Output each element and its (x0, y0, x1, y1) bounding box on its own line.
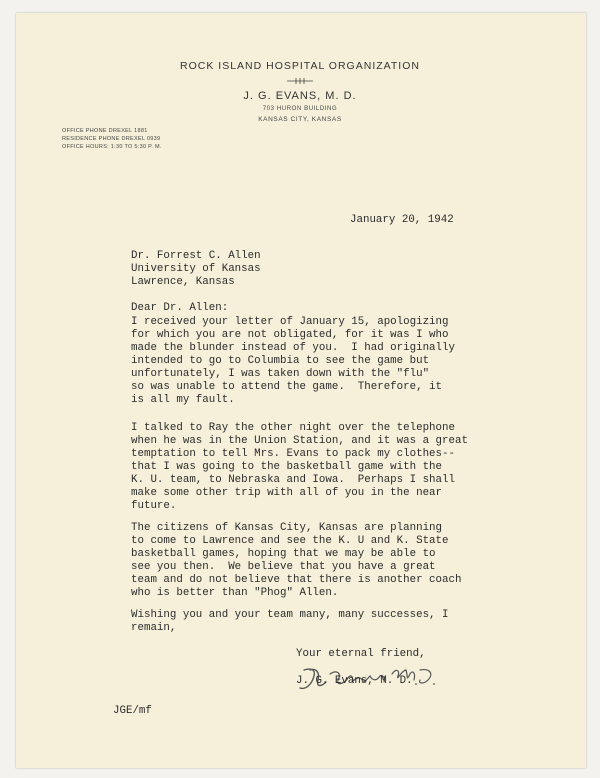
paragraph-line: make some other trip with all of you in the near (131, 487, 443, 499)
paragraph-line: who is better than "Phog" Allen. (131, 587, 339, 599)
paragraph-line: so was unable to attend the game. Therefore, it (131, 381, 443, 393)
paragraph-line: see you then. We believe that you have a great (131, 561, 436, 573)
letter-date: January 20, 1942 (350, 214, 454, 226)
letterhead-ornament (287, 77, 313, 85)
paragraph-line: future. (131, 500, 177, 512)
city-address: KANSAS CITY, KANSAS (258, 116, 342, 123)
paragraph-line: made the blunder instead of you. I had originally (131, 342, 455, 354)
paragraph-line: I talked to Ray the other night over the telephone (131, 422, 455, 434)
recipient-line: University of Kansas (131, 263, 261, 275)
closing: Your eternal friend, (296, 648, 426, 660)
residence-phone: RESIDENCE PHONE DREXEL 0939 (62, 136, 161, 142)
paragraph-line: temptation to tell Mrs. Evans to pack my clothes-- (131, 448, 455, 460)
organization-heading: ROCK ISLAND HOSPITAL ORGANIZATION (180, 60, 420, 72)
paragraph-line: basketball games, hoping that we may be able to (131, 548, 436, 560)
paragraph-line: intended to go to Columbia to see the game but (131, 355, 430, 367)
paragraph-line: I received your letter of January 15, apologizing (131, 316, 449, 328)
paragraph-line: that I was going to the basketball game with the (131, 461, 443, 473)
paragraph-line: Wishing you and your team many, many successes, I (131, 609, 449, 621)
paragraph-line: when he was in the Union Station, and it was a great (131, 435, 468, 447)
typed-signature: J. G. Evans, M. D. (296, 675, 413, 687)
paragraph-line: to come to Lawrence and see the K. U and K. State (131, 535, 449, 547)
salutation: Dear Dr. Allen: (131, 302, 229, 314)
building-address: 703 HURON BUILDING (262, 106, 338, 112)
paragraph-line: team and do not believe that there is another coach (131, 574, 462, 586)
paragraph-line: for which you are not obligated, for it was I who (131, 329, 449, 341)
office-hours: OFFICE HOURS: 1:30 TO 5:30 P. M. (62, 144, 162, 150)
paragraph-line: The citizens of Kansas City, Kansas are planning (131, 522, 443, 534)
paragraph-line: remain, (131, 622, 177, 634)
paragraph-line: unfortunately, I was taken down with the "flu" (131, 368, 430, 380)
recipient-line: Lawrence, Kansas (131, 276, 235, 288)
office-phone: OFFICE PHONE DREXEL 1881 (62, 128, 148, 134)
typist-initials: JGE/mf (113, 705, 152, 717)
doctor-name: J. G. EVANS, M. D. (243, 90, 357, 102)
recipient-line: Dr. Forrest C. Allen (131, 250, 261, 262)
paragraph-line: is all my fault. (131, 394, 235, 406)
paragraph-line: K. U. team, to Nebraska and Iowa. Perhaps I shall (131, 474, 455, 486)
